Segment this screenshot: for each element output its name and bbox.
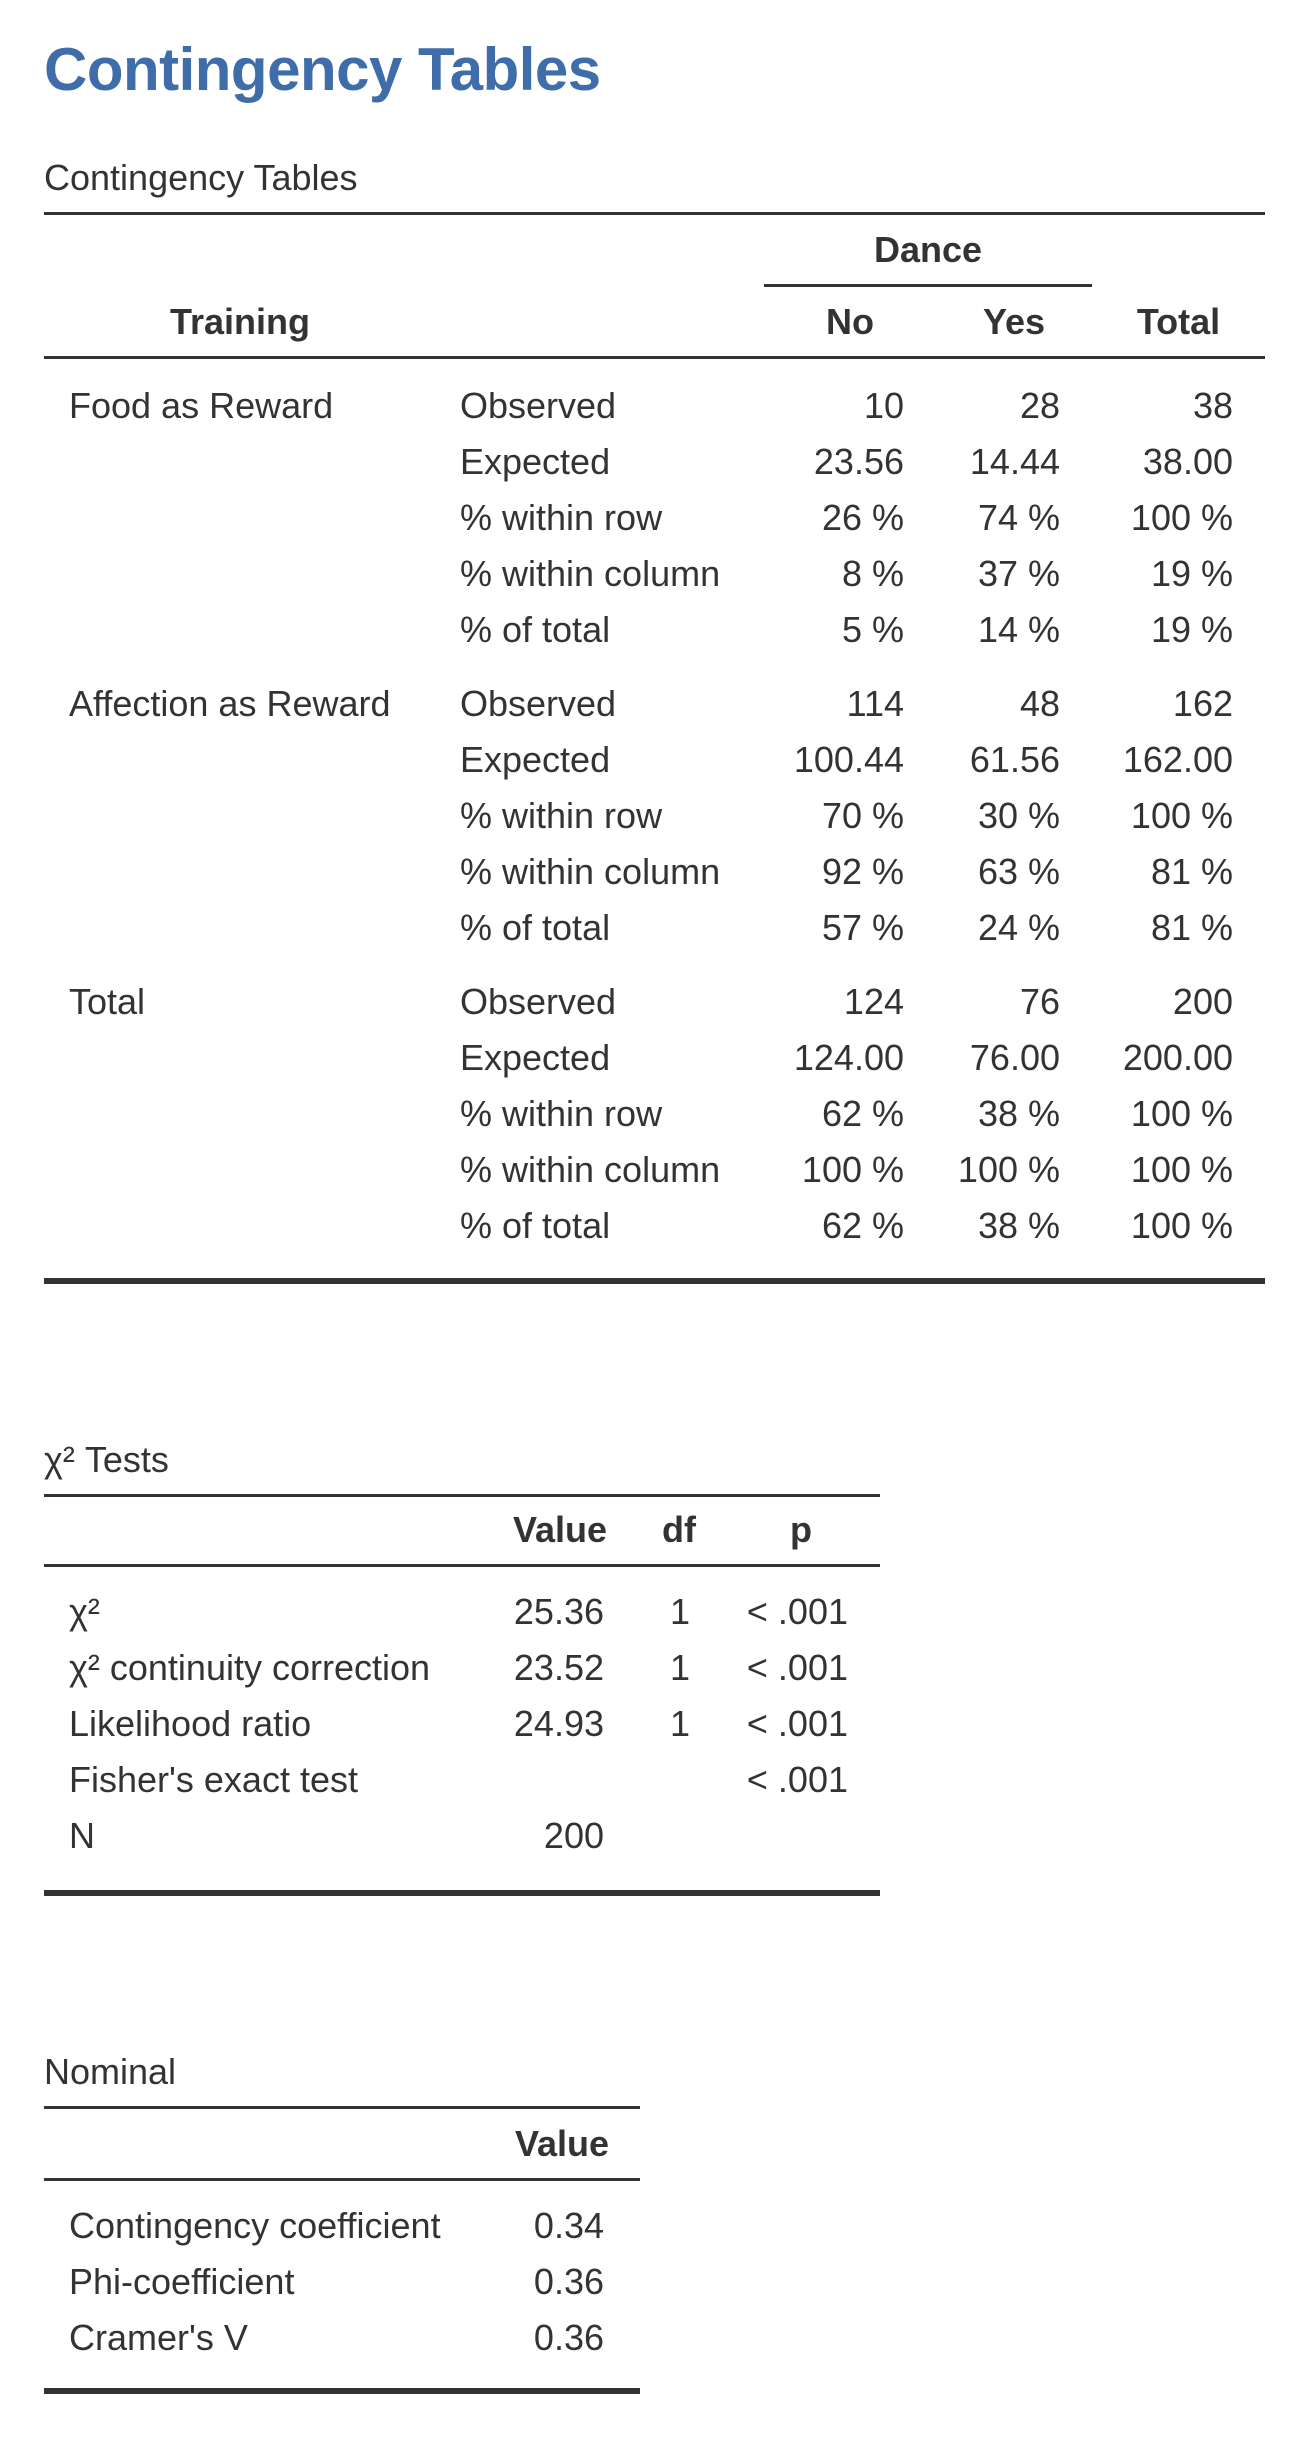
cell-yes: 74 % bbox=[977, 497, 1060, 538]
cell-yes: 76.00 bbox=[969, 1037, 1060, 1078]
cell-no: 8 % bbox=[841, 553, 904, 594]
table-bottom-rule bbox=[44, 1278, 1265, 1284]
row-stat-label: Observed bbox=[460, 683, 617, 724]
row-stat-label: Expected bbox=[460, 1037, 611, 1078]
measure-label: Phi-coefficient bbox=[69, 2261, 295, 2302]
cell-total: 100 % bbox=[1130, 795, 1233, 836]
column-header-no: No bbox=[826, 301, 874, 342]
column-header-df: df bbox=[662, 1509, 696, 1550]
table-top-rule bbox=[44, 2106, 640, 2109]
cell-no: 124 bbox=[843, 981, 904, 1022]
cell-yes: 38 % bbox=[977, 1205, 1060, 1246]
cell-no: 92 % bbox=[821, 851, 904, 892]
cell-no: 100.44 bbox=[793, 739, 904, 780]
cell-yes: 28 bbox=[1019, 385, 1060, 426]
test-label: N bbox=[69, 1815, 95, 1856]
cell-yes: 100 % bbox=[957, 1149, 1060, 1190]
row-stat-label: % of total bbox=[460, 1205, 611, 1246]
cell-yes: 38 % bbox=[977, 1093, 1060, 1134]
table-bottom-rule bbox=[44, 1890, 880, 1896]
row-stat-label: % of total bbox=[460, 907, 611, 948]
cell-df: 1 bbox=[669, 1647, 690, 1688]
cell-p: < .001 bbox=[746, 1703, 848, 1744]
cell-total: 100 % bbox=[1130, 1093, 1233, 1134]
table-top-rule bbox=[44, 1494, 880, 1497]
table-top-rule bbox=[44, 212, 1265, 215]
table-bottom-rule bbox=[44, 2388, 640, 2394]
cell-yes: 63 % bbox=[977, 851, 1060, 892]
cell-df: 1 bbox=[669, 1703, 690, 1744]
cell-value: 200 bbox=[543, 1815, 604, 1856]
cell-total: 19 % bbox=[1150, 609, 1233, 650]
contingency-table-caption: Contingency Tables bbox=[44, 157, 358, 198]
cell-yes: 14 % bbox=[977, 609, 1060, 650]
column-header-value: Value bbox=[512, 1509, 608, 1550]
cell-no: 10 bbox=[863, 385, 904, 426]
cell-yes: 76 bbox=[1019, 981, 1060, 1022]
cell-total: 100 % bbox=[1130, 1149, 1233, 1190]
test-label: Fisher's exact test bbox=[69, 1759, 358, 1800]
cell-p: < .001 bbox=[746, 1759, 848, 1800]
cell-total: 200 bbox=[1172, 981, 1233, 1022]
row-stat-label: % within row bbox=[460, 795, 663, 836]
cell-value: 25.36 bbox=[513, 1591, 604, 1632]
cell-total: 19 % bbox=[1150, 553, 1233, 594]
cell-no: 100 % bbox=[801, 1149, 904, 1190]
column-group-header: Dance bbox=[873, 229, 983, 270]
cell-no: 62 % bbox=[821, 1093, 904, 1134]
cell-no: 57 % bbox=[821, 907, 904, 948]
cell-no: 114 bbox=[846, 683, 904, 724]
cell-total: 200.00 bbox=[1122, 1037, 1233, 1078]
cell-value: 0.34 bbox=[533, 2205, 604, 2246]
cell-total: 81 % bbox=[1150, 907, 1233, 948]
cell-yes: 30 % bbox=[977, 795, 1060, 836]
cell-no: 70 % bbox=[821, 795, 904, 836]
cell-yes: 14.44 bbox=[969, 441, 1060, 482]
cell-yes: 24 % bbox=[977, 907, 1060, 948]
group-header-rule bbox=[764, 284, 1092, 287]
cell-total: 38.00 bbox=[1142, 441, 1233, 482]
column-header-yes: Yes bbox=[982, 301, 1046, 342]
cell-total: 81 % bbox=[1150, 851, 1233, 892]
cell-value: 23.52 bbox=[513, 1647, 604, 1688]
row-stat-label: Observed bbox=[460, 981, 617, 1022]
cell-value: 24.93 bbox=[513, 1703, 604, 1744]
cell-no: 26 % bbox=[821, 497, 904, 538]
page-title: Contingency Tables bbox=[44, 36, 601, 103]
header-bottom-rule bbox=[44, 1564, 880, 1567]
cell-total: 162.00 bbox=[1122, 739, 1233, 780]
cell-total: 100 % bbox=[1130, 1205, 1233, 1246]
row-stat-label: % within row bbox=[460, 1093, 663, 1134]
cell-yes: 37 % bbox=[977, 553, 1060, 594]
group-label: Affection as Reward bbox=[69, 683, 391, 724]
row-header: Training bbox=[169, 301, 310, 342]
test-label: Likelihood ratio bbox=[69, 1703, 312, 1744]
row-stat-label: % within column bbox=[460, 1149, 721, 1190]
row-stat-label: % within column bbox=[460, 851, 721, 892]
cell-p: < .001 bbox=[746, 1647, 848, 1688]
cell-df: 1 bbox=[669, 1591, 690, 1632]
header-bottom-rule bbox=[44, 356, 1265, 359]
cell-no: 23.56 bbox=[813, 441, 904, 482]
cell-no: 62 % bbox=[821, 1205, 904, 1246]
cell-no: 124.00 bbox=[793, 1037, 904, 1078]
row-stat-label: % within column bbox=[460, 553, 721, 594]
row-stat-label: % within row bbox=[460, 497, 663, 538]
cell-total: 162 bbox=[1172, 683, 1233, 724]
row-stat-label: Observed bbox=[460, 385, 617, 426]
row-stat-label: % of total bbox=[460, 609, 611, 650]
column-header-p: p bbox=[790, 1509, 812, 1550]
column-header-total: Total bbox=[1136, 301, 1221, 342]
cell-value: 0.36 bbox=[533, 2261, 604, 2302]
test-label: χ² bbox=[69, 1591, 100, 1632]
group-label: Food as Reward bbox=[69, 385, 334, 426]
cell-yes: 48 bbox=[1019, 683, 1060, 724]
measure-label: Cramer's V bbox=[69, 2317, 248, 2358]
cell-no: 5 % bbox=[841, 609, 904, 650]
row-stat-label: Expected bbox=[460, 441, 611, 482]
test-label: χ² continuity correction bbox=[69, 1647, 431, 1688]
nominal-table-caption: Nominal bbox=[44, 2051, 177, 2092]
cell-yes: 61.56 bbox=[969, 739, 1060, 780]
column-header-value: Value bbox=[514, 2123, 610, 2164]
cell-value: 0.36 bbox=[533, 2317, 604, 2358]
cell-total: 38 bbox=[1192, 385, 1233, 426]
row-stat-label: Expected bbox=[460, 739, 611, 780]
cell-total: 100 % bbox=[1130, 497, 1233, 538]
cell-p: < .001 bbox=[746, 1591, 848, 1632]
header-bottom-rule bbox=[44, 2178, 640, 2181]
chi-square-table-caption: χ² Tests bbox=[44, 1439, 169, 1480]
group-label: Total bbox=[69, 981, 146, 1022]
measure-label: Contingency coefficient bbox=[69, 2205, 441, 2246]
